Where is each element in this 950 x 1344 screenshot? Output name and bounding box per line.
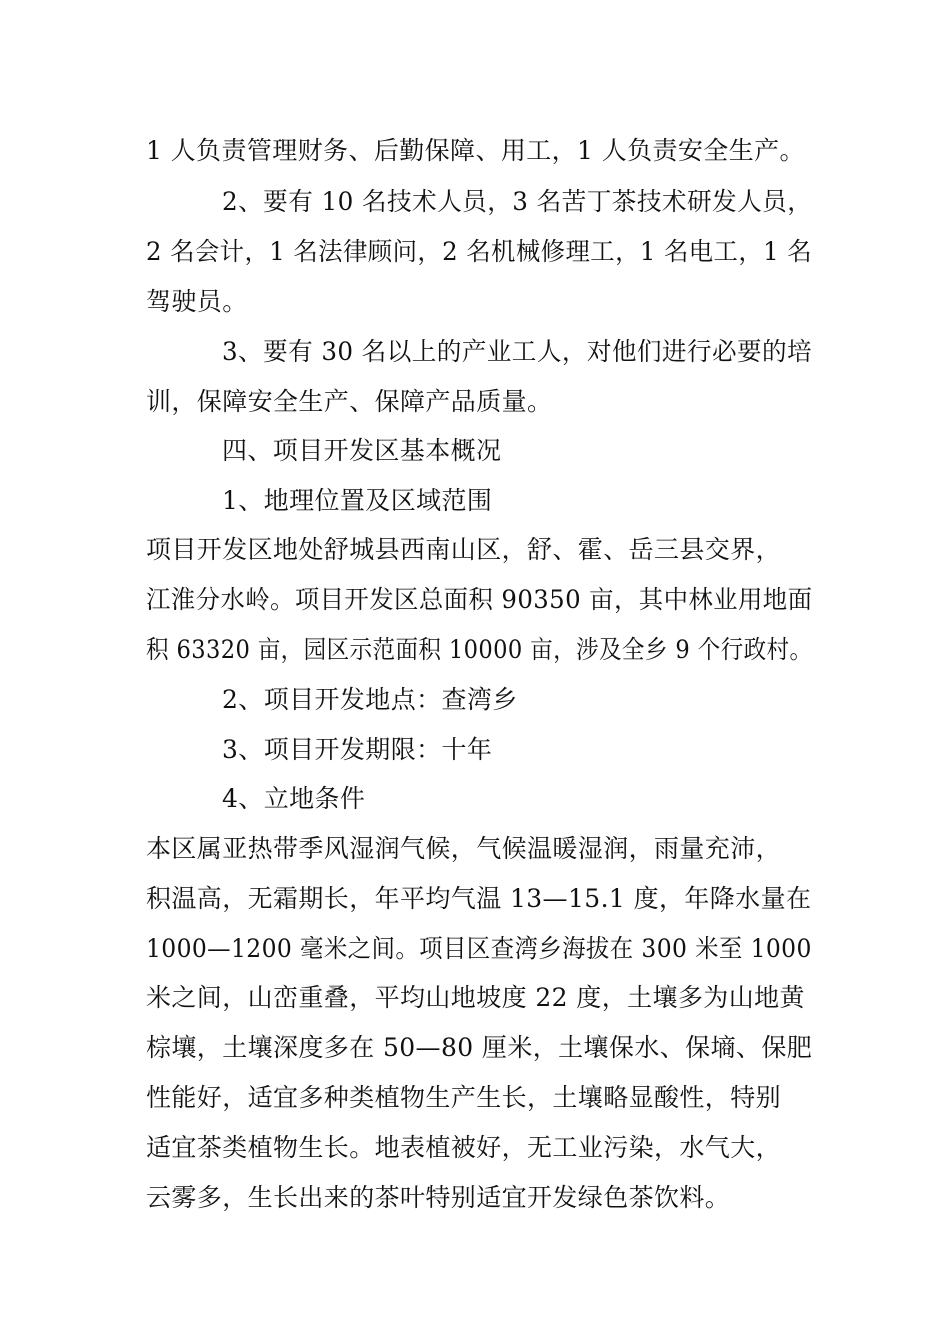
subsection-heading-1: 1、地理位置及区域范围: [222, 486, 493, 515]
text-line-9: 项目开发区地处舒城县西南山区，舒、霍、岳三县交界，: [146, 535, 782, 564]
text-line-5: 3、要有 30 名以上的产业工人，对他们进行必要的培: [222, 337, 813, 366]
text-line-2: 2、要有 10 名技术人员，3 名苦丁茶技术研发人员，: [222, 187, 813, 216]
text-line-20: 性能好，适宜多种类植物生产生长，土壤略显酸性，特别: [146, 1083, 782, 1112]
text-line-18: 米之间，山峦重叠，平均山地坡度 22 度，土壤多为山地黄: [146, 983, 805, 1012]
section-heading: 四、项目开发区基本概况: [222, 436, 502, 465]
text-line-4: 驾驶员。: [146, 287, 248, 316]
text-line-19: 棕壤，土壤深度多在 50—80 厘米，土壤保水、保墒、保肥: [146, 1033, 813, 1062]
text-line-1: 1 人负责管理财务、后勤保障、用工，1 人负责安全生产。: [146, 136, 805, 165]
text-line-10: 江淮分水岭。项目开发区总面积 90350 亩，其中林业用地面: [146, 585, 813, 614]
text-line-3: 2 名会计，1 名法律顾问，2 名机械修理工，1 名电工，1 名: [146, 237, 813, 266]
text-line-11: 积 63320 亩，园区示范面积 10000 亩，涉及全乡 9 个行政村。: [146, 635, 813, 664]
subsection-heading-2: 2、项目开发地点：查湾乡: [222, 685, 518, 714]
subsection-heading-4: 4、立地条件: [222, 784, 366, 813]
text-line-21: 适宜茶类植物生长。地表植被好，无工业污染，水气大，: [146, 1133, 782, 1162]
text-line-15: 本区属亚热带季风湿润气候，气候温暖湿润，雨量充沛，: [146, 834, 782, 863]
text-line-17: 1000—1200 毫米之间。项目区查湾乡海拔在 300 米至 1000: [146, 934, 812, 963]
text-line-16: 积温高，无霜期长，年平均气温 13—15.1 度，年降水量在: [146, 884, 812, 913]
text-line-6: 训，保障安全生产、保障产品质量。: [146, 387, 553, 416]
text-line-22: 云雾多，生长出来的茶叶特别适宜开发绿色茶饮料。: [146, 1183, 731, 1212]
subsection-heading-3: 3、项目开发期限：十年: [222, 735, 493, 764]
